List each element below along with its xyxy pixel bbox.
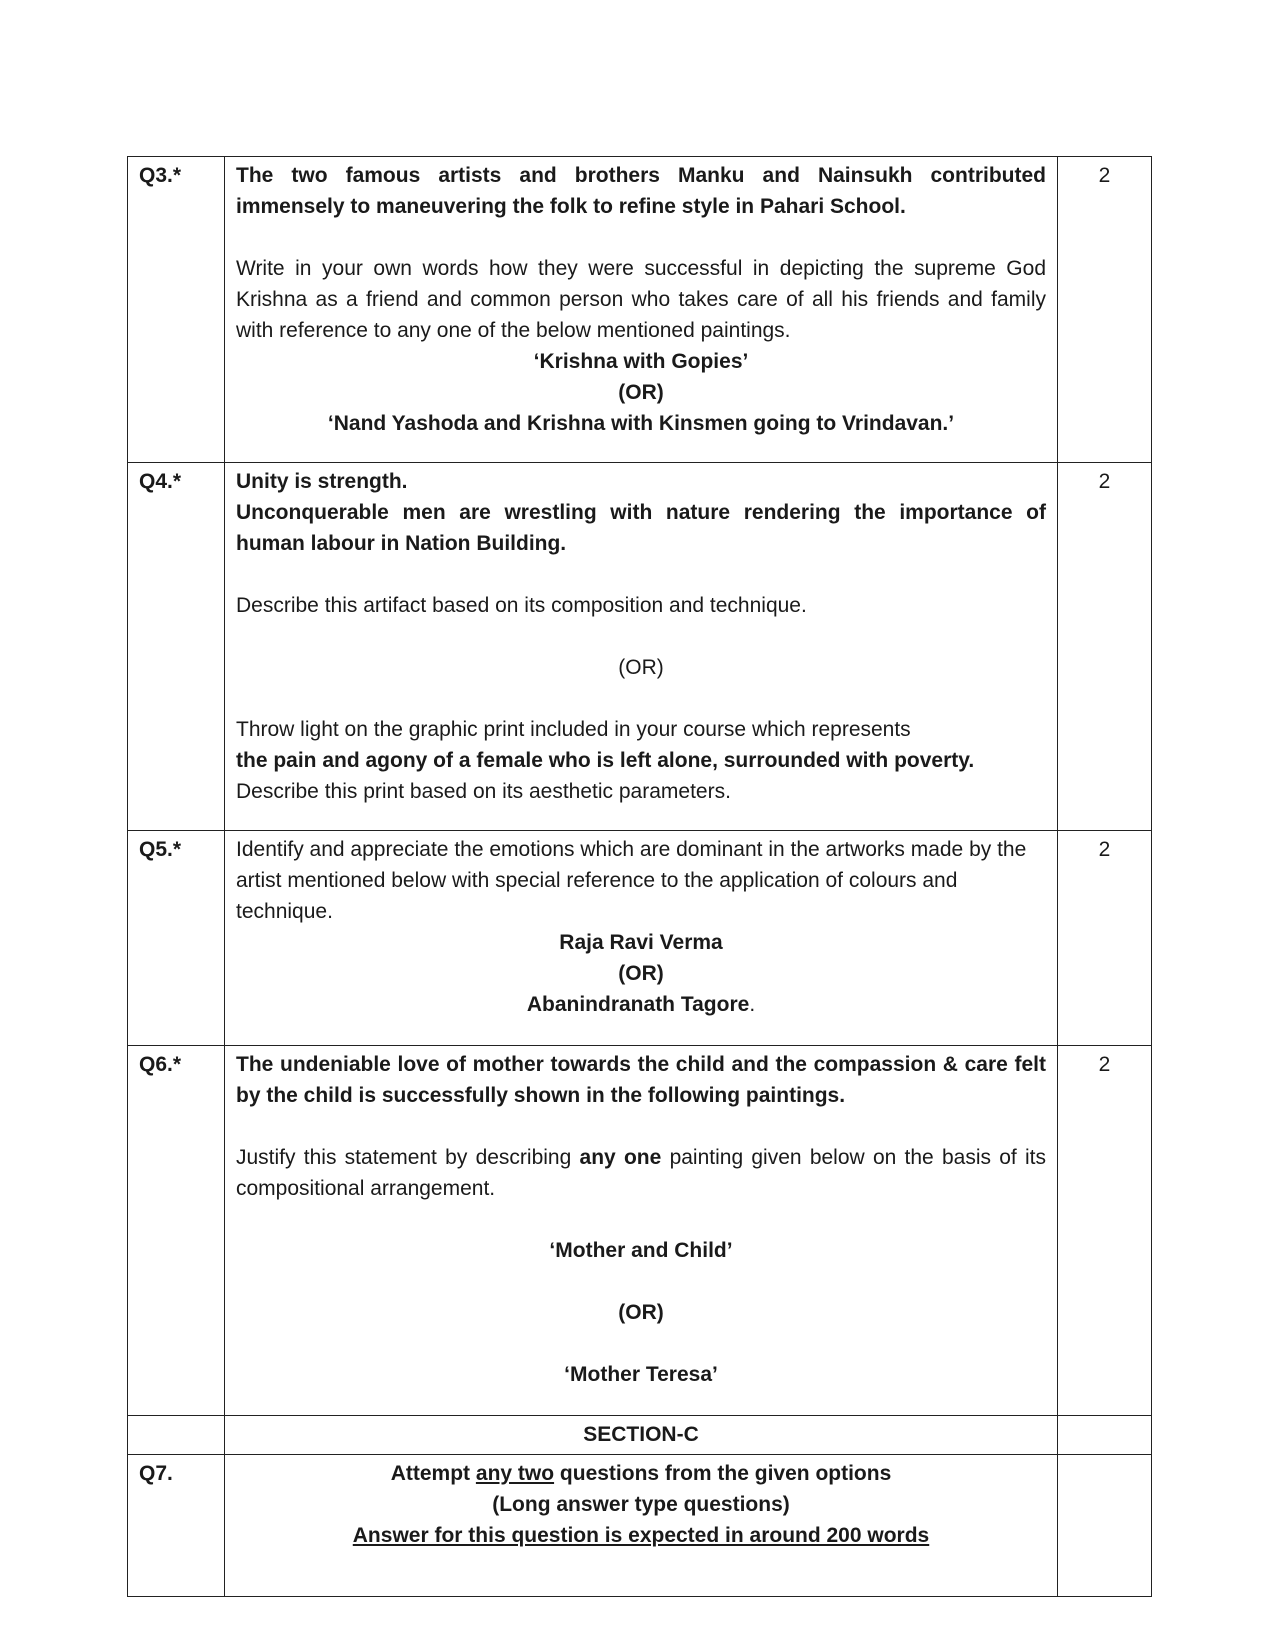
question-type: (Long answer type questions) <box>492 1493 790 1516</box>
or-separator: (OR) <box>618 381 664 404</box>
alternate-question-instruction: Describe this print based on its aesthetic parameters. <box>236 780 731 803</box>
question-row-q4 <box>128 463 1152 831</box>
question-heading: Unity is strength. <box>236 470 408 493</box>
question-number: Q6.* <box>128 1046 225 1416</box>
question-number: Q3.* <box>128 157 225 463</box>
or-separator: (OR) <box>618 656 664 679</box>
or-separator: (OR) <box>618 962 664 985</box>
option-2: ‘Nand Yashoda and Krishna with Kinsmen going to Vrindavan.’ <box>327 412 955 435</box>
empty-cell <box>128 1416 225 1455</box>
option-1: ‘Krishna with Gopies’ <box>533 350 749 373</box>
alternate-question-emphasis: the pain and agony of a female who is left alone, surrounded with poverty. <box>236 749 975 772</box>
marks: 2 <box>1058 831 1152 1046</box>
question-text <box>225 1455 1058 1597</box>
question-body-part: Justify this statement by describing <box>236 1146 580 1169</box>
option-1: Raja Ravi Verma <box>559 931 723 954</box>
question-text <box>225 831 1058 1046</box>
instruction-part: Attempt <box>390 1462 476 1485</box>
question-number: Q4.* <box>128 463 225 831</box>
or-separator: (OR) <box>618 1301 664 1324</box>
question-row-q6 <box>128 1046 1152 1416</box>
question-body-emphasis: any one <box>579 1146 662 1169</box>
question-body <box>236 1142 1046 1204</box>
option-2: ‘Mother Teresa’ <box>564 1363 718 1386</box>
empty-cell <box>1058 1416 1152 1455</box>
question-number: Q7. <box>128 1455 225 1597</box>
question-row-q3 <box>128 157 1152 463</box>
word-limit-note: Answer for this question is expected in around 200 words <box>352 1524 930 1547</box>
question-body: Describe this artifact based on its composition and technique. <box>236 594 807 617</box>
option-2-line <box>236 989 1046 1020</box>
question-row-q7 <box>128 1455 1152 1597</box>
empty-cell <box>1058 1455 1152 1597</box>
question-intro: Unconquerable men are wrestling with nature rendering the importance of human labour in Nation Building. <box>236 501 1046 555</box>
instruction-line <box>236 1458 1046 1489</box>
option-2-period: . <box>749 993 756 1016</box>
question-text <box>225 463 1058 831</box>
marks: 2 <box>1058 463 1152 831</box>
option-1: ‘Mother and Child’ <box>549 1239 733 1262</box>
question-intro: The undeniable love of mother towards the child and the compassion & care felt by the child is successfully shown in the following paintings. <box>236 1053 1046 1107</box>
question-intro: The two famous artists and brothers Manku and Nainsukh contributed immensely to maneuvering the folk to refine style in Pahari School. <box>236 164 1046 218</box>
section-title: SECTION-C <box>225 1416 1058 1455</box>
instruction-emphasis: any two <box>475 1462 555 1485</box>
question-body: Identify and appreciate the emotions which are dominant in the artworks made by the artist mentioned below with special reference to the application of colours and technique. <box>236 838 1027 923</box>
question-body-part: painting given below on the basis of its compositional arrangement. <box>236 1146 1047 1200</box>
question-text <box>225 157 1058 463</box>
instruction-part: questions from the given options <box>554 1462 892 1485</box>
question-number: Q5.* <box>128 831 225 1046</box>
section-header-row <box>128 1416 1152 1455</box>
question-body: Write in your own words how they were successful in depicting the supreme God Krishna as a friend and common person who takes care of all his friends and family with reference to any one of the below mentioned paintings. <box>236 257 1046 342</box>
marks: 2 <box>1058 157 1152 463</box>
option-2: Abanindranath Tagore <box>526 993 750 1016</box>
question-row-q5 <box>128 831 1152 1046</box>
marks: 2 <box>1058 1046 1152 1416</box>
alternate-question: Throw light on the graphic print included in your course which represents <box>236 718 911 741</box>
question-table <box>127 156 1152 1597</box>
question-text <box>225 1046 1058 1416</box>
